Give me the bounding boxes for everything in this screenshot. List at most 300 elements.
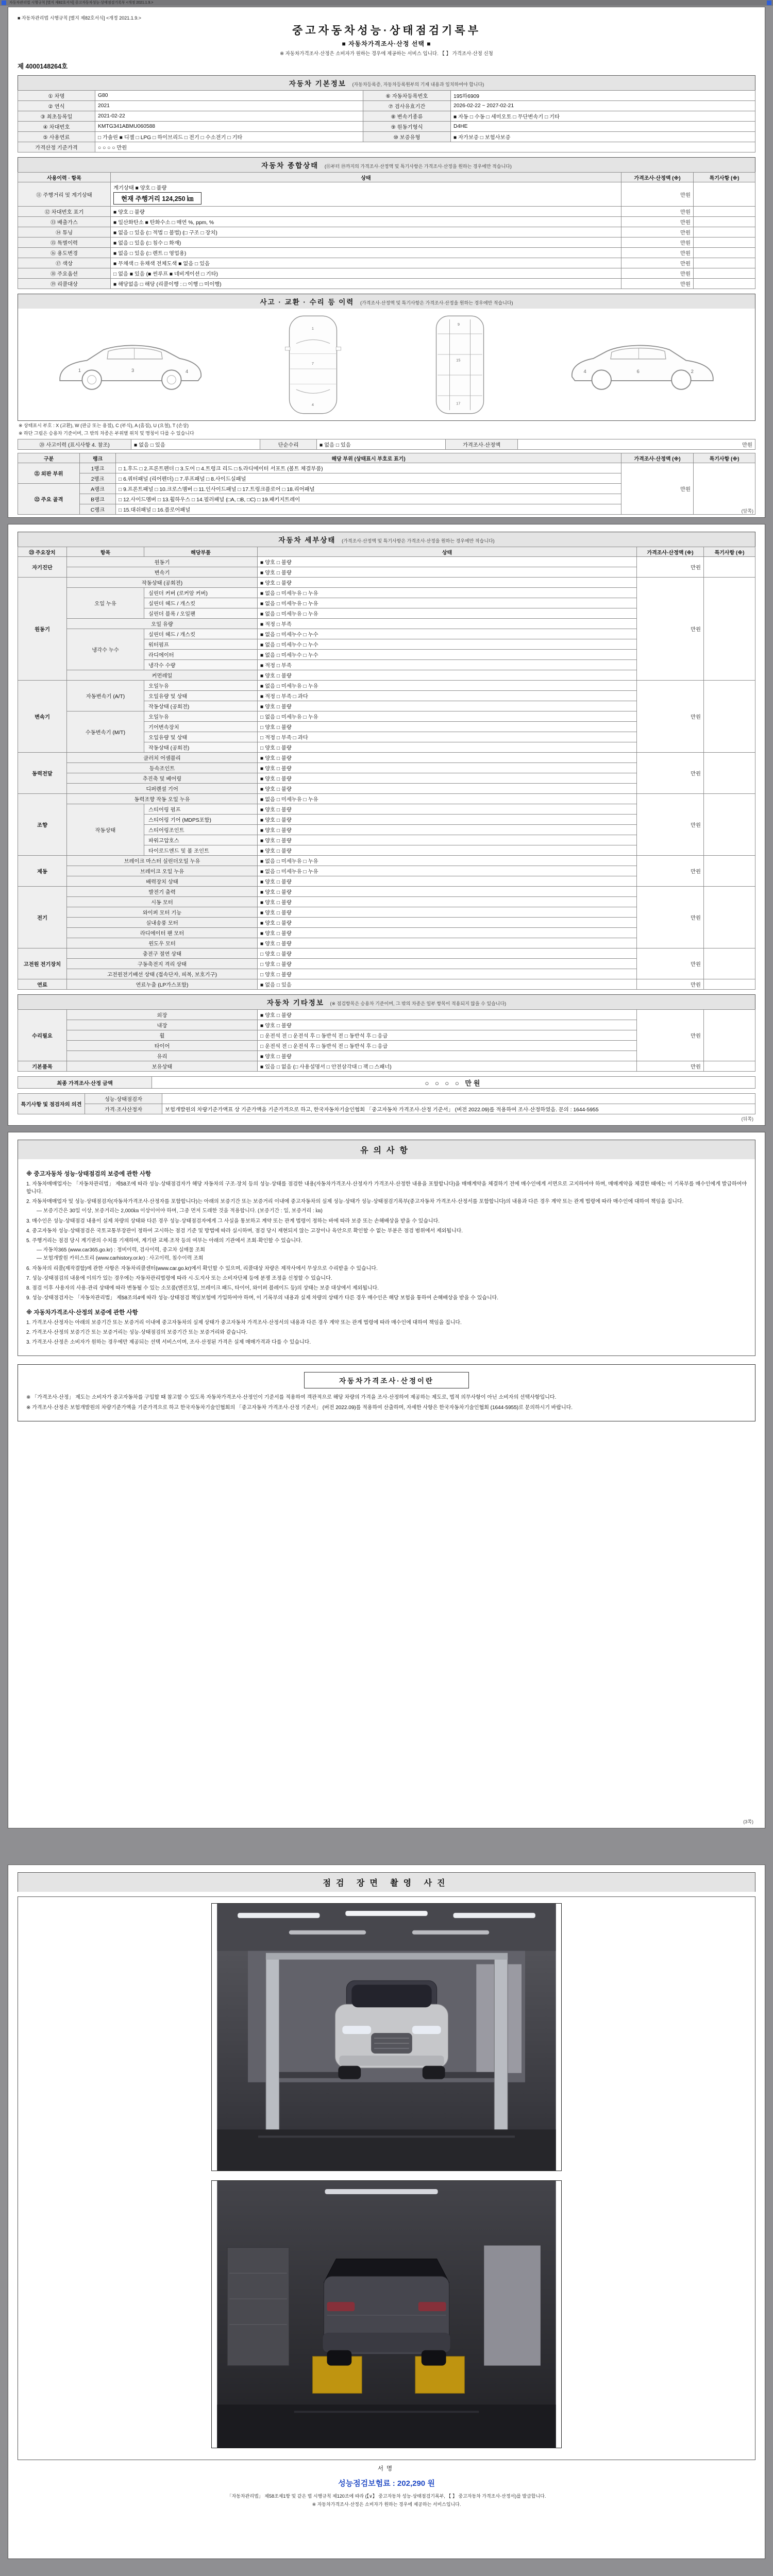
subitem-label: 스티어링 기어 (MDPS포함) [144,815,258,825]
state-cell[interactable]: ■ 없음 □ 미세누수 □ 누수 [258,629,637,639]
rank-label: A랭크 [80,484,116,494]
appraiser-comment: 보험개발원의 차량기준가액표 상 기준가액을 기준가격으로 하고, 한국자동차기술인협회 「중고자동차 가격조사·산정 기준서」 (버전 2022.09)를 적용하여 조사·산정하였음. 문의 : 1644-5955 [162,1104,755,1114]
signature-label: 서명 [377,2466,396,2472]
item-label: ⑬ 배출가스 [18,217,111,227]
photos-band [18,1872,755,1892]
accident-legend-2: ※ 하단 그림은 승용차 기준이며, 그 밖의 차종은 부위별 위치 및 명칭이 다를 수 있습니다 [19,431,194,436]
condition-row [18,258,755,268]
footer-line-2: ※ 자동차가격조사·산정은 소비자가 원하는 경우에 제공하는 서비스입니다. [312,2502,461,2507]
field-label: ⑥ 자동차등록번호 [363,91,451,101]
state-cell[interactable]: □ 양호 □ 불량 [258,948,637,959]
accident-legend-1: ※ 상태표시 부호 : X (교환), W (판금 또는 용접), C (부식), A (흠집), U (요철), T (손상) [19,423,189,428]
state-options[interactable]: □ 없음 ■ 있음 (■ 썬루프 ■ 네비게이션 □ 기타) [113,272,218,277]
state-cell[interactable]: ■ 양호 □ 불량 [258,907,637,918]
device-row [18,557,755,567]
header-row [18,453,755,463]
car-diagram-side-right [564,326,719,403]
corner-marker-right [767,1,771,5]
field-value[interactable]: ■ 자가보증 □ 보험사보증 [451,132,755,142]
price-cell: 만원 [621,227,694,238]
state-cell[interactable]: ■ 양호 □ 불량 [258,835,637,845]
item-label: 오일 유량 [67,619,258,629]
inspection-photo-rear [211,2180,562,2448]
state-cell[interactable] [111,217,621,227]
state-cell[interactable]: ■ 양호 □ 불량 [258,1010,637,1020]
column-header: 가격조사·산정액 (※) [621,173,694,182]
state-cell[interactable]: ■ 적정 □ 부족 [258,619,637,629]
notice-item: 1. 자동차매매업자는 「자동차관리법」 제58조에 따라 성능·상태점검자가 해당 자동차의 구조·장치 등의 성능·상태를 점검한 내용(자동차가격조사·산정자가 가격조사·산정한 내용을 포함합니다)을 매매계약을 체결하기 전에 매수인에게 서면으로 고지하여야 하며, 매매계약을 체결한 때에는 이 기록부를 매수인에게 발급하여야 합니다. [26,1181,747,1195]
field-label: ① 차명 [18,91,95,101]
svg-text:15: 15 [456,357,461,362]
field-value: KMTG341ABMU060588 [95,122,363,132]
column-header: 해당부품 [144,547,258,557]
panel-items[interactable]: □ 6.쿼터패널 (리어펜더) □ 7.루프패널 □ 8.사이드실패널 [116,473,621,484]
subitem-label: 실린더 블록 / 오일팬 [144,608,258,619]
field-value: G80 [95,91,363,101]
item-label: 커먼레일 [67,670,258,681]
notice-item: 8. 점검 이후 사용자의 사용·관리 상태에 따라 변동될 수 있는 소모품(엔진오일, 브레이크 패드, 타이어, 와이퍼 블레이드 등)의 상태는 보증 대상에서 제외됩니다. [26,1285,379,1291]
subitem-label: 실린더 커버 (로커암 커버) [144,588,258,598]
item-label: 수동변속기 (M/T) [67,711,144,753]
note-cell [704,948,755,979]
panel-items[interactable]: □ 9.프론트패널 □ 10.크로스멤버 □ 11.인사이드패널 □ 17.트렁크플로어 □ 18.리어패널 [116,484,621,494]
basic-info-row [18,132,755,142]
state-cell[interactable] [111,248,621,258]
state-cell[interactable]: □ 양호 □ 불량 [258,722,637,732]
item-label: 브레이크 오일 누유 [67,866,258,876]
state-cell[interactable] [111,268,621,279]
condition-row [18,268,755,279]
device-group-label: 원동기 [18,578,67,681]
item-label: 외장 [67,1010,258,1020]
price-cell: 만원 [637,681,704,753]
state-options[interactable]: 계기상태 ■ 양호 □ 불량 [113,185,167,191]
condition-row [18,248,755,258]
state-cell[interactable]: ■ 양호 □ 불량 [258,815,637,825]
subitem-label: 파워고압호스 [144,835,258,845]
state-options[interactable]: ■ 없음 □ 있음 (□ 침수 □ 화재) [113,241,181,246]
column-header: 특기사항 (※) [694,453,755,463]
accident-title: 사고 · 교환 · 수리 등 이력 [260,298,355,306]
document-number: 제 4000148264호 [18,63,68,70]
panel-frame-table [18,453,755,515]
subitem-label: 오일유량 및 상태 [144,732,258,742]
state-cell[interactable]: ■ 없음 □ 미세누수 □ 누수 [258,650,637,660]
state-cell[interactable]: ■ 양호 □ 불량 [258,825,637,835]
notice-item: 1. 가격조사·산정자는 아래의 보증기간 또는 보증거리 이내에 중고자동차의 실제 상태가 중고자동차 가격조사·산정서의 내용과 다른 경우 계약 또는 관계 법령에 따라 매수인에 대하여 책임을 집니다. [26,1319,462,1326]
note-cell [704,753,755,794]
condition-row [18,182,755,207]
state-cell[interactable]: ■ 없음 □ 있음 [317,439,446,450]
opinions-label: 특기사항 및 점검자의 의견 [18,1094,85,1114]
subitem-label: 스티어링 펌프 [144,804,258,815]
notice-item: 3. 매수인은 성능·상태점검 내용이 실제 차량의 상태와 다른 경우 성능·상태점검자에게 그 사실을 통보하고 계약 또는 관계 법령이 정하는 바에 따라 보증 또는 손해배상을 받을 수 있습니다. [26,1218,440,1224]
page-mark: (3쪽) [743,1819,753,1824]
state-options[interactable]: ■ 없음 □ 있음 (□ 적법 □ 불법) (□ 구조 □ 장치) [113,230,217,236]
corner-marker-left [2,1,6,5]
condition-row [18,207,755,217]
overall-note: (⑪부터 ⑲까지의 가격조사·산정액 및 특기사항은 가격조사·산정을 원하는 경우에만 적습니다) [324,164,512,169]
column-header: 상태 [111,173,621,182]
state-options[interactable]: ■ 해당없음 □ 해당 (리콜이행 : □ 이행 □ 미이행) [113,282,222,287]
accident-note: (가격조사·산정액 및 특기사항은 가격조사·산정을 원하는 경우에만 적습니다) [360,300,513,306]
device-row [18,1010,755,1020]
notice-item: 3. 가격조사·산정은 소비자가 원하는 경우에만 제공되는 선택 서비스이며, 조사·산정된 가격은 실제 매매가격과 다를 수 있습니다. [26,1339,311,1345]
inspection-photo-front [211,1903,562,2171]
accident-history-table [18,439,755,450]
device-row [18,948,755,959]
state-cell[interactable]: ■ 없음 □ 미세누유 □ 누유 [258,598,637,608]
state-cell[interactable]: □ 적정 □ 부족 □ 과다 [258,732,637,742]
svg-text:2: 2 [691,368,694,374]
column-header: ㉓ 주요장치 [18,547,67,557]
state-cell[interactable]: ■ 양호 □ 불량 [258,753,637,763]
column-header: 구분 [18,453,80,463]
column-header: 특기사항 (※) [694,173,755,182]
state-cell[interactable]: ■ 없음 □ 미세누유 □ 누유 [258,794,637,804]
state-cell[interactable]: □ 운전석 전 □ 운전석 후 □ 동반석 전 □ 동반석 후 □ 응급 [258,1041,637,1051]
state-options[interactable]: ■ 일산화탄소 ■ 탄화수소 □ 매연 %, ppm, % [113,220,214,226]
state-cell[interactable]: ■ 적정 □ 부족 □ 과다 [258,691,637,701]
note-cell [694,207,755,217]
field-label: ⑩ 보증유형 [363,132,451,142]
state-cell[interactable]: ■ 양호 □ 불량 [258,557,637,567]
state-cell[interactable] [111,258,621,268]
item-label: 냉각수 누수 [67,629,144,670]
device-group-label: 변속기 [18,681,67,753]
svg-text:17: 17 [456,400,461,405]
svg-text:4: 4 [583,368,586,374]
column-header: 항목 [67,547,144,557]
subitem-label: 오일유량 및 상태 [144,691,258,701]
column-header: 상태 [258,547,637,557]
price-cell: 만원 [637,1061,704,1072]
state-cell[interactable]: ■ 양호 □ 불량 [258,1020,637,1030]
price-appraisal-info-box [18,1364,755,1421]
state-cell[interactable] [111,207,621,217]
state-cell[interactable] [111,279,621,289]
item-label: 동력조향 작동 오일 누유 [67,794,258,804]
item-label: 타이어 [67,1041,258,1051]
item-label: ⑱ 주요옵션 [18,268,111,279]
state-cell[interactable]: ■ 양호 □ 불량 [258,804,637,815]
panel-items[interactable]: □ 15.대쉬패널 □ 16.플로어패널 [116,504,621,515]
item-label: 변속기 [67,567,258,578]
item-label: 클러치 어셈블리 [67,753,258,763]
field-label: ⑳ 사고이력 (표시사항 4. 참조) [18,439,131,450]
detail-condition-table [18,547,755,990]
etc-band [18,994,755,1009]
price-cell: 만원 [637,948,704,979]
panel-group-label: ㉒ 주요 골격 [18,484,80,515]
rank-label: 2랭크 [80,473,116,484]
page-mark: (앞쪽) [741,509,753,514]
state-options[interactable]: ■ 없음 □ 있음 (□ 렌트 □ 영업용) [113,251,187,257]
header-row [18,547,755,557]
subitem-label: 작동상태 (공회전) [144,742,258,753]
notice-body [18,1159,755,1356]
device-row [18,681,755,691]
note-cell [694,227,755,238]
state-cell[interactable]: ■ 양호 □ 불량 [258,1051,637,1061]
panel-items[interactable]: □ 1.후드 □ 2.프론트펜더 □ 3.도어 □ 4.트렁크 리드 □ 5.라디에이터 서포트 (볼트 체결부품) [116,463,621,473]
state-cell[interactable]: ■ 양호 □ 불량 [258,763,637,773]
state-cell[interactable]: □ 양호 □ 불량 [258,959,637,969]
etc-title: 자동차 기타정보 [266,999,324,1007]
opinion-row [18,1104,755,1114]
svg-text:4: 4 [186,368,189,374]
item-label: ⑫ 차대번호 표기 [18,207,111,217]
state-cell[interactable]: ■ 양호 □ 불량 [258,897,637,907]
note-cell [694,463,755,515]
item-label: 시동 모터 [67,897,258,907]
field-label: ⑦ 검사유효기간 [363,101,451,111]
basic-info-title: 자동차 기본정보 [289,80,346,88]
column-header: 가격조사·산정액 (※) [637,547,704,557]
state-cell[interactable]: ■ 없음 □ 미세누유 □ 누유 [258,866,637,876]
inspector-label: 성능·상태점검자 [85,1094,162,1104]
mileage-highlight: 현재 주행거리 124,250 ㎞ [113,192,201,205]
condition-row [18,227,755,238]
field-value: 2026-02-22 ~ 2027-02-21 [451,101,755,111]
device-group-label: 동력전달 [18,753,67,794]
svg-text:6: 6 [636,368,640,374]
state-cell[interactable]: ■ 양호 □ 불량 [258,938,637,948]
state-cell[interactable]: ■ 양호 □ 불량 [258,918,637,928]
state-cell[interactable]: ■ 없음 □ 미세누유 □ 누유 [258,608,637,619]
item-label: ⑮ 특별이력 [18,238,111,248]
state-cell[interactable]: ■ 없음 □ 미세누유 □ 누유 [258,588,637,598]
state-cell[interactable]: ■ 없음 □ 미세누수 □ 누수 [258,639,637,650]
state-cell[interactable]: ■ 없음 □ 미세누유 □ 누유 [258,681,637,691]
state-cell[interactable]: ■ 양호 □ 불량 [258,701,637,711]
item-label: 등속조인트 [67,763,258,773]
state-cell[interactable]: ■ 양호 □ 불량 [258,567,637,578]
notice-item: 4. 중고자동차 성능·상태점검은 국토교통부장관이 정하여 고시하는 점검 기준 및 방법에 따라 실시하며, 점검 당시 재현되지 않는 고장이나 육안으로 확인할 수 없는 부분은 점검 범위에서 제외됩니다. [26,1228,463,1234]
basic-info-row [18,91,755,101]
state-cell[interactable]: □ 없음 □ 미세누유 □ 누유 [258,711,637,722]
price-cell: 만원 [637,557,704,578]
subitem-label: 라디에이터 [144,650,258,660]
final-price-value: ○ ○ ○ ○ 만원 [152,1077,755,1089]
accident-history-row [18,439,755,450]
column-header: 랭크 [80,453,116,463]
state-cell[interactable]: ■ 없음 □ 있음 [131,439,260,450]
page-3 [8,1132,765,1828]
item-label: ⑪ 주행거리 및 계기상태 [18,182,111,207]
state-cell[interactable]: ■ 적정 □ 부족 [258,660,637,670]
subitem-label: 오일누유 [144,711,258,722]
price-cell: 만원 [621,463,694,515]
subitem-label: 작동상태 (공회전) [144,701,258,711]
car-diagram-panel [18,309,755,421]
device-row [18,979,755,990]
basic-info-table [18,90,755,152]
price-cell: 만원 [621,268,694,279]
field-label: ② 연식 [18,101,95,111]
price-cell: 만원 [637,578,704,681]
item-label: 고전원전기배선 상태 (접속단자, 피복, 보호기구) [67,969,258,979]
item-label: 추진축 및 베어링 [67,773,258,784]
item-label: ⑯ 용도변경 [18,248,111,258]
inspection-insurance-fee: 성능점검보험료 : 202,290 원 [338,2479,435,2488]
price-select-title: ■ 자동차가격조사·산정 선택 ■ [342,40,431,47]
subitem-label: 오일누유 [144,681,258,691]
state-cell[interactable]: ■ 양호 □ 불량 [258,670,637,681]
svg-text:9: 9 [457,321,460,327]
svg-text:1: 1 [311,326,314,331]
field-label: ⑧ 변속기종류 [363,111,451,122]
condition-row [18,279,755,289]
field-label: 가격산정 기준가격 [18,142,95,152]
price-cell: 만원 [637,856,704,887]
item-label: 연료누출 (LP가스포함) [67,979,258,990]
detail-note: (가격조사·산정액 및 특기사항은 가격조사·산정을 원하는 경우에만 적습니다) [342,538,495,544]
rank-label: B랭크 [80,494,116,504]
etc-note: (※ 점검항목은 승용차 기준이며, 그 밖의 차종은 일부 항목이 적용되지 않을 수 있습니다) [330,1001,507,1006]
device-group-label: 제동 [18,856,67,887]
notice-item: 6. 자동차의 리콜(제작결함)에 관한 사항은 자동차리콜센터(www.car.go.kr)에서 확인할 수 있으며, 리콜대상 차량은 제작사에서 무상으로 수리받을 수 있습니다. [26,1265,378,1272]
photos-title: 점검 장면 촬영 사진 [323,1879,450,1888]
state-cell[interactable]: ■ 없음 □ 있음 [258,979,637,990]
field-value[interactable]: □ 가솔린 ■ 디젤 □ LPG □ 하이브리드 □ 전기 □ 수소전기 □ 기타 [95,132,363,142]
state-cell[interactable] [111,238,621,248]
item-label: 디퍼렌셜 기어 [67,784,258,794]
footer-line-1: 「자동차관리법」 제58조제1항 및 같은 법 시행규칙 제120조에 따라 (【∨】 중고자동차 성능·상태점검기록부, 【 】 중고자동차 가격조사·산정서)를 발급합니다. [227,2494,546,2499]
field-value: 2021 [95,101,363,111]
document-title: 중고자동차성능·상태점검기록부 [292,25,481,37]
top-strip [0,0,773,6]
svg-text:4: 4 [311,402,314,407]
device-row [18,753,755,763]
item-label: 작동상태 [67,804,144,856]
condition-row [18,238,755,248]
field-label: ③ 최초등록일 [18,111,95,122]
device-group-label: 수리필요 [18,1010,67,1061]
notice-item: 7. 성능·상태점검의 내용에 이의가 있는 경우에는 자동차관리법령에 따라 시·도지사 또는 소비자단체 등에 분쟁 조정을 신청할 수 있습니다. [26,1275,332,1281]
detail-title: 자동차 세부상태 [278,536,336,544]
state-options[interactable]: ■ 무채색 □ 유채색 전체도색 ■ 없음 □ 있음 [113,261,210,267]
item-label: 충전구 절연 상태 [67,948,258,959]
notice-item: — 자동차365 (www.car365.go.kr) : 정비이력, 검사이력, 중고차 실매물 조회 [37,1247,205,1253]
rank-label: 1랭크 [80,463,116,473]
appraiser-label: 가격·조사산정자 [85,1104,162,1114]
item-label: 구동축전지 격리 상태 [67,959,258,969]
state-cell[interactable] [111,227,621,238]
price-select-option[interactable]: ※ 자동차가격조사·산정은 소비자가 원하는 경우에 제공하는 서비스 입니다. 【 】 가격조사·산정 신청 [280,51,493,57]
note-cell [704,794,755,856]
detail-band [18,532,755,547]
opinions-table [18,1093,755,1114]
price-cell: 만원 [621,258,694,268]
state-cell[interactable]: ■ 양호 □ 불량 [258,578,637,588]
item-label: 보유상태 [67,1061,258,1072]
price-cell: 만원 [621,182,694,207]
notice-item: 9. 성능·상태점검자는 「자동차관리법」 제58조의4에 따라 성능·상태점검 책임보험에 가입하여야 하며, 이 기록부의 내용과 실제 차량의 상태가 다른 경우 매수인은 해당 보험을 통하여 손해배상을 받을 수 있습니다. [26,1295,499,1301]
state-cell[interactable]: ■ 양호 □ 불량 [258,887,637,897]
panel-items[interactable]: □ 12.사이드멤버 □ 13.휠하우스 □ 14.필러패널 (□A, □B, □C) □ 19.패키지트레이 [116,494,621,504]
car-diagram-side-left [54,326,209,403]
panel-row [18,463,755,473]
state-cell[interactable]: ■ 양호 □ 불량 [258,784,637,794]
state-cell[interactable] [111,182,621,207]
page-2 [8,524,765,1126]
field-label: 단순수리 [260,439,317,450]
state-cell[interactable]: ■ 있음 □ 없음 (□ 사용설명서 □ 안전삼각대 □ 잭 □ 스패너) [258,1061,637,1072]
state-cell[interactable]: ■ 양호 □ 불량 [258,845,637,856]
item-label: 작동상태 (공회전) [67,578,258,588]
device-row [18,856,755,866]
basic-info-band [18,75,755,90]
device-group-label: 고전원 전기장치 [18,948,67,979]
etc-info-table [18,1009,755,1072]
device-row [18,1061,755,1072]
column-header: 사용이력 · 항목 [18,173,111,182]
device-group-label: 기본품목 [18,1061,67,1072]
item-label: ⑭ 튜닝 [18,227,111,238]
price-cell: 만원 [637,979,704,990]
price-cell: 만원 [621,248,694,258]
page-1 [8,7,765,518]
field-value[interactable]: ■ 자동 □ 수동 □ 세미오토 □ 무단변속기 □ 기타 [451,111,755,122]
state-options[interactable]: ■ 양호 □ 불량 [113,210,145,215]
state-cell[interactable]: □ 양호 □ 불량 [258,742,637,753]
device-group-label: 전기 [18,887,67,948]
notice-section-head: ※ 중고자동차 성능·상태점검의 보증에 관한 사항 [26,1171,152,1177]
item-label: 휠 [67,1030,258,1041]
subitem-label: 워터펌프 [144,639,258,650]
panel-group-label: ㉑ 외판 부위 [18,463,80,484]
state-cell[interactable]: ■ 없음 □ 미세누유 □ 누유 [258,856,637,866]
form-reference: 자동차관리법 시행규칙 [별지 제82호서식] 중고자동차성능·상태점검기록부 <개정 2021.1.9.> [9,1,154,5]
price-cell: 만원 [637,794,704,856]
photos-frame [18,1896,755,2460]
overall-title: 자동차 종합상태 [261,162,319,170]
note-cell [704,1010,755,1061]
page-mark: (뒤쪽) [741,1116,753,1122]
item-label: 윈도우 모터 [67,938,258,948]
note-cell [704,979,755,990]
state-cell[interactable]: ■ 양호 □ 불량 [258,876,637,887]
inspector-comment [162,1094,755,1104]
state-cell[interactable]: ■ 양호 □ 불량 [258,773,637,784]
state-cell[interactable]: □ 양호 □ 불량 [258,969,637,979]
field-value: 195하6909 [451,91,755,101]
state-cell[interactable]: ■ 양호 □ 불량 [258,928,637,938]
price-cell: 만원 [621,217,694,227]
state-cell[interactable]: □ 운전석 전 □ 운전석 후 □ 동반석 전 □ 동반석 후 □ 응급 [258,1030,637,1041]
item-label: 오일 누유 [67,588,144,619]
note-cell [694,182,755,207]
page-4 [8,1865,765,2559]
note-cell [704,1061,755,1072]
basic-info-row [18,142,755,152]
notice-item: 2. 가격조사·산정의 보증기간 또는 보증거리는 성능·상태점검의 보증기간 또는 보증거리와 같습니다. [26,1329,248,1335]
item-label: 브레이크 마스터 실린더오일 누유 [67,856,258,866]
column-header: 특기사항 (※) [704,547,755,557]
notice-band [18,1140,755,1159]
note-cell [694,248,755,258]
field-label: ⑨ 원동기형식 [363,122,451,132]
basic-info-row [18,111,755,122]
condition-row [18,217,755,227]
price-cell: 만원 [621,207,694,217]
item-label: 실내송풍 모터 [67,918,258,928]
note-cell [694,258,755,268]
subitem-label: 실린더 헤드 / 개스킷 [144,629,258,639]
opinion-row [18,1094,755,1104]
field-label: 가격조사·산정액 [446,439,518,450]
